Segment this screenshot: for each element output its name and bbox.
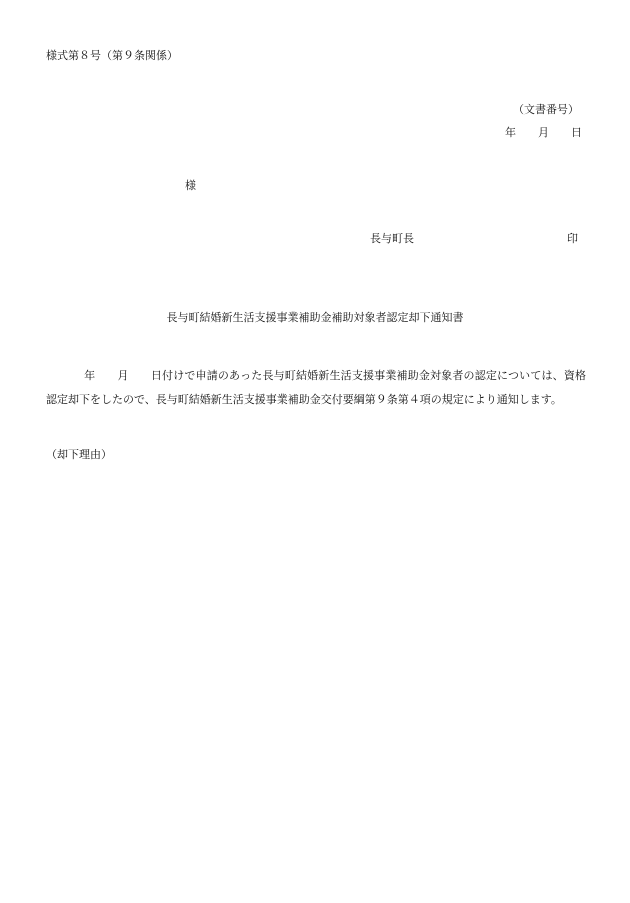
- document-number-label: （文書番号）: [513, 103, 579, 116]
- body-text: 日付けで申請のあった長与町結婚新生活支援事業補助金対象者の認定については、資格認定却下をしたので、長与町結婚新生活支援事業補助金交付要綱第９条第４項の規定により通知します。: [46, 369, 587, 406]
- issue-date-year: 年: [505, 126, 516, 139]
- sender-title: 長与町長: [370, 232, 414, 245]
- recipient-honorific: 様: [185, 179, 196, 192]
- notice-body: [46, 364, 586, 412]
- document-title: 長与町結婚新生活支援事業補助金補助対象者認定却下通知書: [166, 311, 464, 324]
- body-year: 年: [84, 369, 96, 382]
- issue-date: [505, 127, 582, 138]
- body-month: 月: [117, 369, 129, 382]
- rejection-reason-label: （却下理由）: [46, 448, 112, 461]
- issue-date-month: 月: [538, 126, 549, 139]
- seal-mark: 印: [567, 232, 578, 245]
- form-number: 様式第８号（第９条関係）: [46, 49, 178, 62]
- issue-date-day: 日: [571, 126, 582, 139]
